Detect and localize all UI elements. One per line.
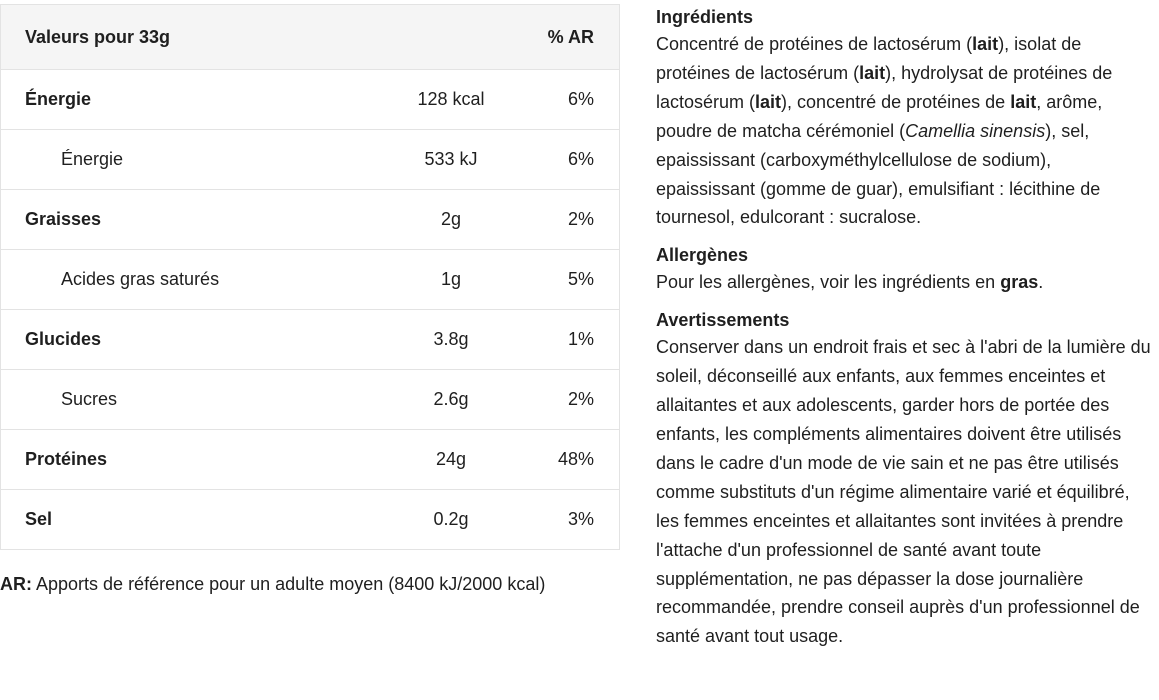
nutrient-value: 128 kcal [361,70,541,130]
table-row [1,310,620,370]
nutrient-value: 24g [361,430,541,490]
nutrient-name: Énergie [1,70,362,130]
ingredients-allergen-bold: lait [755,91,782,112]
nutrition-table-header [1,5,620,70]
ingredients-text-part: ), hydrolysat de protéines de lactosérum ( [656,62,1113,112]
table-row [1,490,620,550]
ingredients-allergen-bold: lait [972,34,999,54]
nutrient-ar: 3% [541,490,620,550]
product-info-panel [656,4,1151,651]
header-label: Valeurs pour 33g [1,5,362,70]
ar-footnote-label: AR: [0,574,32,594]
nutrient-ar: 5% [541,250,620,310]
nutrient-value: 3.8g [361,310,541,370]
nutrient-ar: 2% [541,370,620,430]
nutrient-ar: 1% [541,310,620,370]
nutrient-name: Protéines [1,430,362,490]
nutrient-value: 0.2g [361,490,541,550]
allergens-heading: Allergènes [656,245,749,266]
allergens-text-part: Pour les allergènes, voir les ingrédients en [656,272,1001,293]
table-row [1,370,620,430]
ingredients-text-part: Concentré de protéines de lactosérum ( [656,34,973,54]
nutrient-name: Énergie [1,130,362,190]
allergens-text [656,268,1151,297]
table-row [1,130,620,190]
nutrition-table-body [1,70,620,550]
ingredients-allergen-bold: lait [859,62,886,83]
nutrient-value: 2g [361,190,541,250]
ar-footnote-text: Apports de référence pour un adulte moyen (8400 kJ/2000 kcal) [32,574,546,594]
nutrient-name: Glucides [1,310,362,370]
ingredients-text-part: , arôme, poudre de matcha cérémoniel ( [656,91,1103,141]
nutrient-name: Sucres [1,370,362,430]
nutrient-ar: 6% [541,70,620,130]
ingredients-heading: Ingrédients [656,7,754,27]
nutrient-name: Sel [1,490,362,550]
ingredients-allergen-bold: lait [1010,91,1037,112]
nutrient-value: 533 kJ [361,130,541,190]
allergens-text-part: . [1038,272,1044,293]
nutrient-ar: 48% [541,430,620,490]
header-value [361,5,541,70]
nutrient-name: Acides gras saturés [1,250,362,310]
ingredients-text-part: ), concentré de protéines de [781,91,1011,112]
nutrient-ar: 6% [541,130,620,190]
header-ar: % AR [541,5,620,70]
allergens-bold-word: gras [1000,272,1039,293]
nutrient-name: Graisses [1,190,362,250]
table-row [1,250,620,310]
table-row [1,430,620,490]
warnings-heading: Avertissements [656,310,790,331]
table-row [1,190,620,250]
nutrient-value: 1g [361,250,541,310]
table-row [1,70,620,130]
warnings-text: Conserver dans un endroit frais et sec à l'abri de la lumière du soleil, déconseillé aux enfants, aux femmes enceintes et allaitantes et aux adolescents, garder hors de portée des enfants, les compléments alimentaires doivent être utilisés dans le cadre d'un mode de vie sain et ne pas être utilisés comme substituts d'un régime alimentaire varié et équilibré, les femmes enceintes et allaitantes sont invitées à prendre l'attache d'un professionnel de santé avant toute supplémentation, ne pas dépasser la dose journalière recommandée, prendre conseil auprès d'un professionnel de santé avant tout usage. [656,337,1151,647]
nutrient-value: 2.6g [361,370,541,430]
nutrient-ar: 2% [541,190,620,250]
nutrition-table [0,4,620,550]
ingredients-text [656,30,1151,232]
ar-footnote [0,572,621,596]
ingredients-text-part: ), sel, epaississant (carboxyméthylcellulose de sodium), epaississant (gomme de guar), emulsifiant : lécithine de tournesol, edulcorant : sucralose. [656,120,1101,228]
ingredients-latin-name: Camellia sinensis [905,120,1046,141]
nutrition-panel [0,4,621,596]
ingredients-text-part: ), isolat de protéines de lactosérum ( [656,34,1082,83]
